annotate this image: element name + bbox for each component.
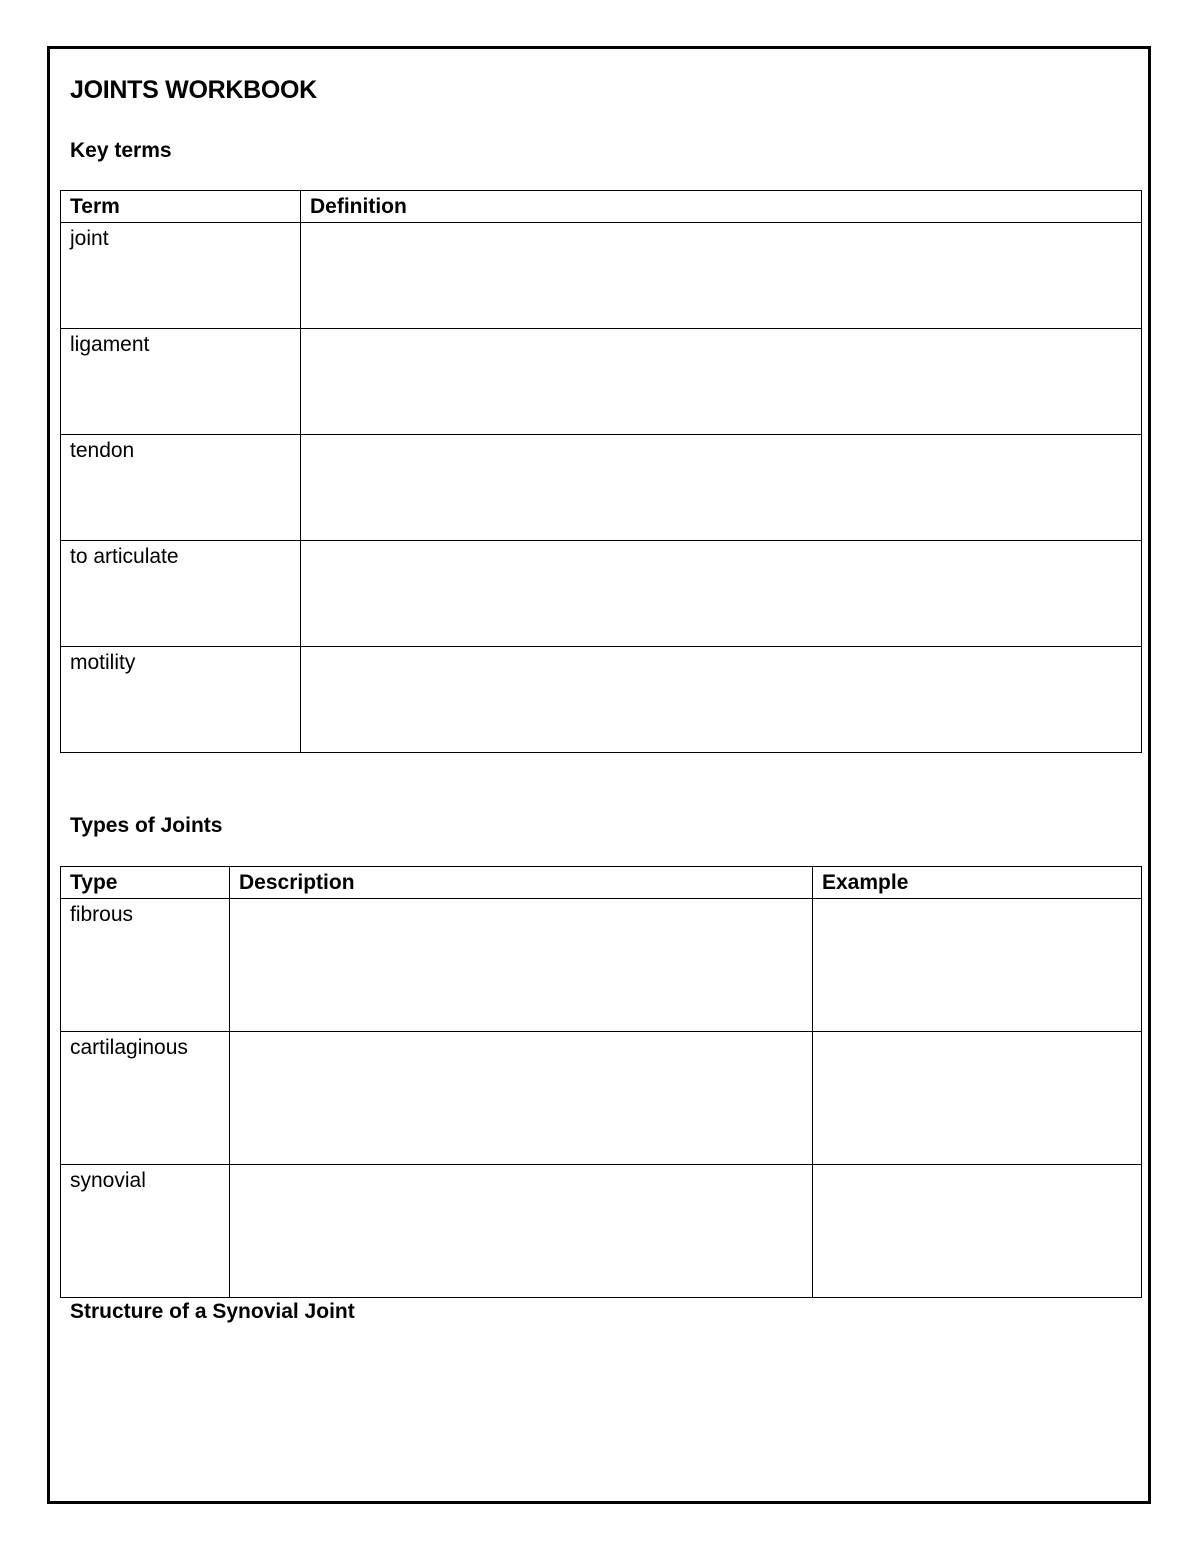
structure-heading: Structure of a Synovial Joint [70, 1300, 355, 1323]
type-cell: synovial [61, 1165, 230, 1298]
column-header-term: Term [61, 191, 301, 223]
type-cell: fibrous [61, 899, 230, 1032]
term-cell: motility [61, 647, 301, 753]
example-cell[interactable] [813, 1165, 1142, 1298]
definition-cell[interactable] [301, 435, 1142, 541]
example-cell[interactable] [813, 1032, 1142, 1165]
table-row [61, 223, 1142, 329]
description-cell[interactable] [230, 1032, 813, 1165]
type-cell: cartilaginous [61, 1032, 230, 1165]
definition-cell[interactable] [301, 647, 1142, 753]
table-row [61, 1032, 1142, 1165]
definition-cell[interactable] [301, 223, 1142, 329]
description-cell[interactable] [230, 1165, 813, 1298]
table-row [61, 435, 1142, 541]
key-terms-heading: Key terms [70, 139, 172, 162]
table-row [61, 1165, 1142, 1298]
table-header-row [61, 191, 1142, 223]
term-cell: tendon [61, 435, 301, 541]
table-header-row [61, 867, 1142, 899]
types-of-joints-table [60, 866, 1142, 1298]
column-header-definition: Definition [301, 191, 1142, 223]
term-cell: joint [61, 223, 301, 329]
definition-cell[interactable] [301, 329, 1142, 435]
table-row [61, 899, 1142, 1032]
table-row [61, 541, 1142, 647]
column-header-example: Example [813, 867, 1142, 899]
description-cell[interactable] [230, 899, 813, 1032]
term-cell: to articulate [61, 541, 301, 647]
example-cell[interactable] [813, 899, 1142, 1032]
column-header-type: Type [61, 867, 230, 899]
term-cell: ligament [61, 329, 301, 435]
key-terms-table [60, 190, 1142, 753]
definition-cell[interactable] [301, 541, 1142, 647]
types-of-joints-heading: Types of Joints [70, 814, 223, 837]
table-row [61, 647, 1142, 753]
table-row [61, 329, 1142, 435]
page-title: JOINTS WORKBOOK [70, 76, 317, 104]
column-header-description: Description [230, 867, 813, 899]
